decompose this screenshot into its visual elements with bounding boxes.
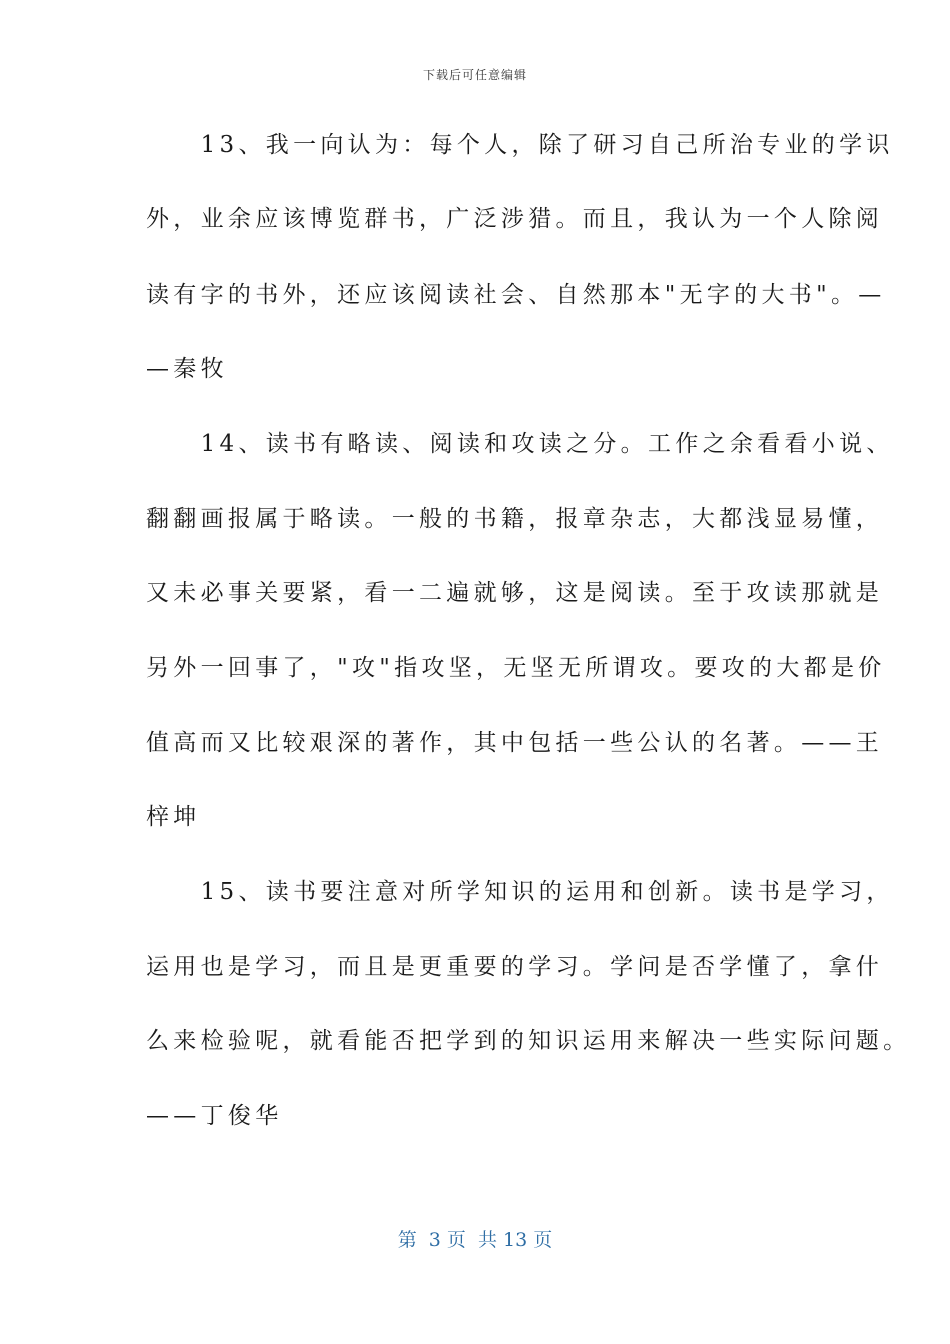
page-header: 下载后可任意编辑 (422, 68, 527, 82)
paragraph-14-line-1: 14、读书有略读、阅读和攻读之分。工作之余看看小说、 (146, 431, 894, 457)
paragraph-14-line-3: 又未必事关要紧，看一二遍就够，这是阅读。至于攻读那就是 (146, 580, 884, 606)
paragraph-14-line-2: 翻翻画报属于略读。一般的书籍，报章杂志，大都浅显易懂， (146, 506, 884, 532)
paragraph-15-line-1: 15、读书要注意对所学知识的运用和创新。读书是学习， (146, 879, 894, 905)
paragraph-13-line-4: —秦牧 (146, 356, 228, 382)
paragraph-14-line-4: 另外一回事了，"攻"指攻坚，无坚无所谓攻。要攻的大都是价 (146, 655, 886, 681)
paragraph-15-line-3: 么来检验呢，就看能否把学到的知识运用来解决一些实际问题。 (146, 1028, 911, 1054)
paragraph-15-line-4: ——丁俊华 (146, 1103, 283, 1129)
page-footer: 第 3 页 共 13 页 (397, 1229, 553, 1251)
paragraph-13-line-1: 13、我一向认为：每个人，除了研习自己所治专业的学识 (146, 132, 894, 158)
paragraph-14-line-5: 值高而又比较艰深的著作，其中包括一些公认的名著。——王 (146, 730, 884, 756)
paragraph-14-line-6: 梓坤 (146, 804, 201, 830)
paragraph-15-line-2: 运用也是学习，而且是更重要的学习。学问是否学懂了，拿什 (146, 954, 884, 980)
paragraph-13-line-3: 读有字的书外，还应该阅读社会、自然那本"无字的大书"。— (146, 282, 886, 308)
paragraph-13-line-2: 外，业余应该博览群书，广泛涉猎。而且，我认为一个人除阅 (146, 206, 884, 232)
